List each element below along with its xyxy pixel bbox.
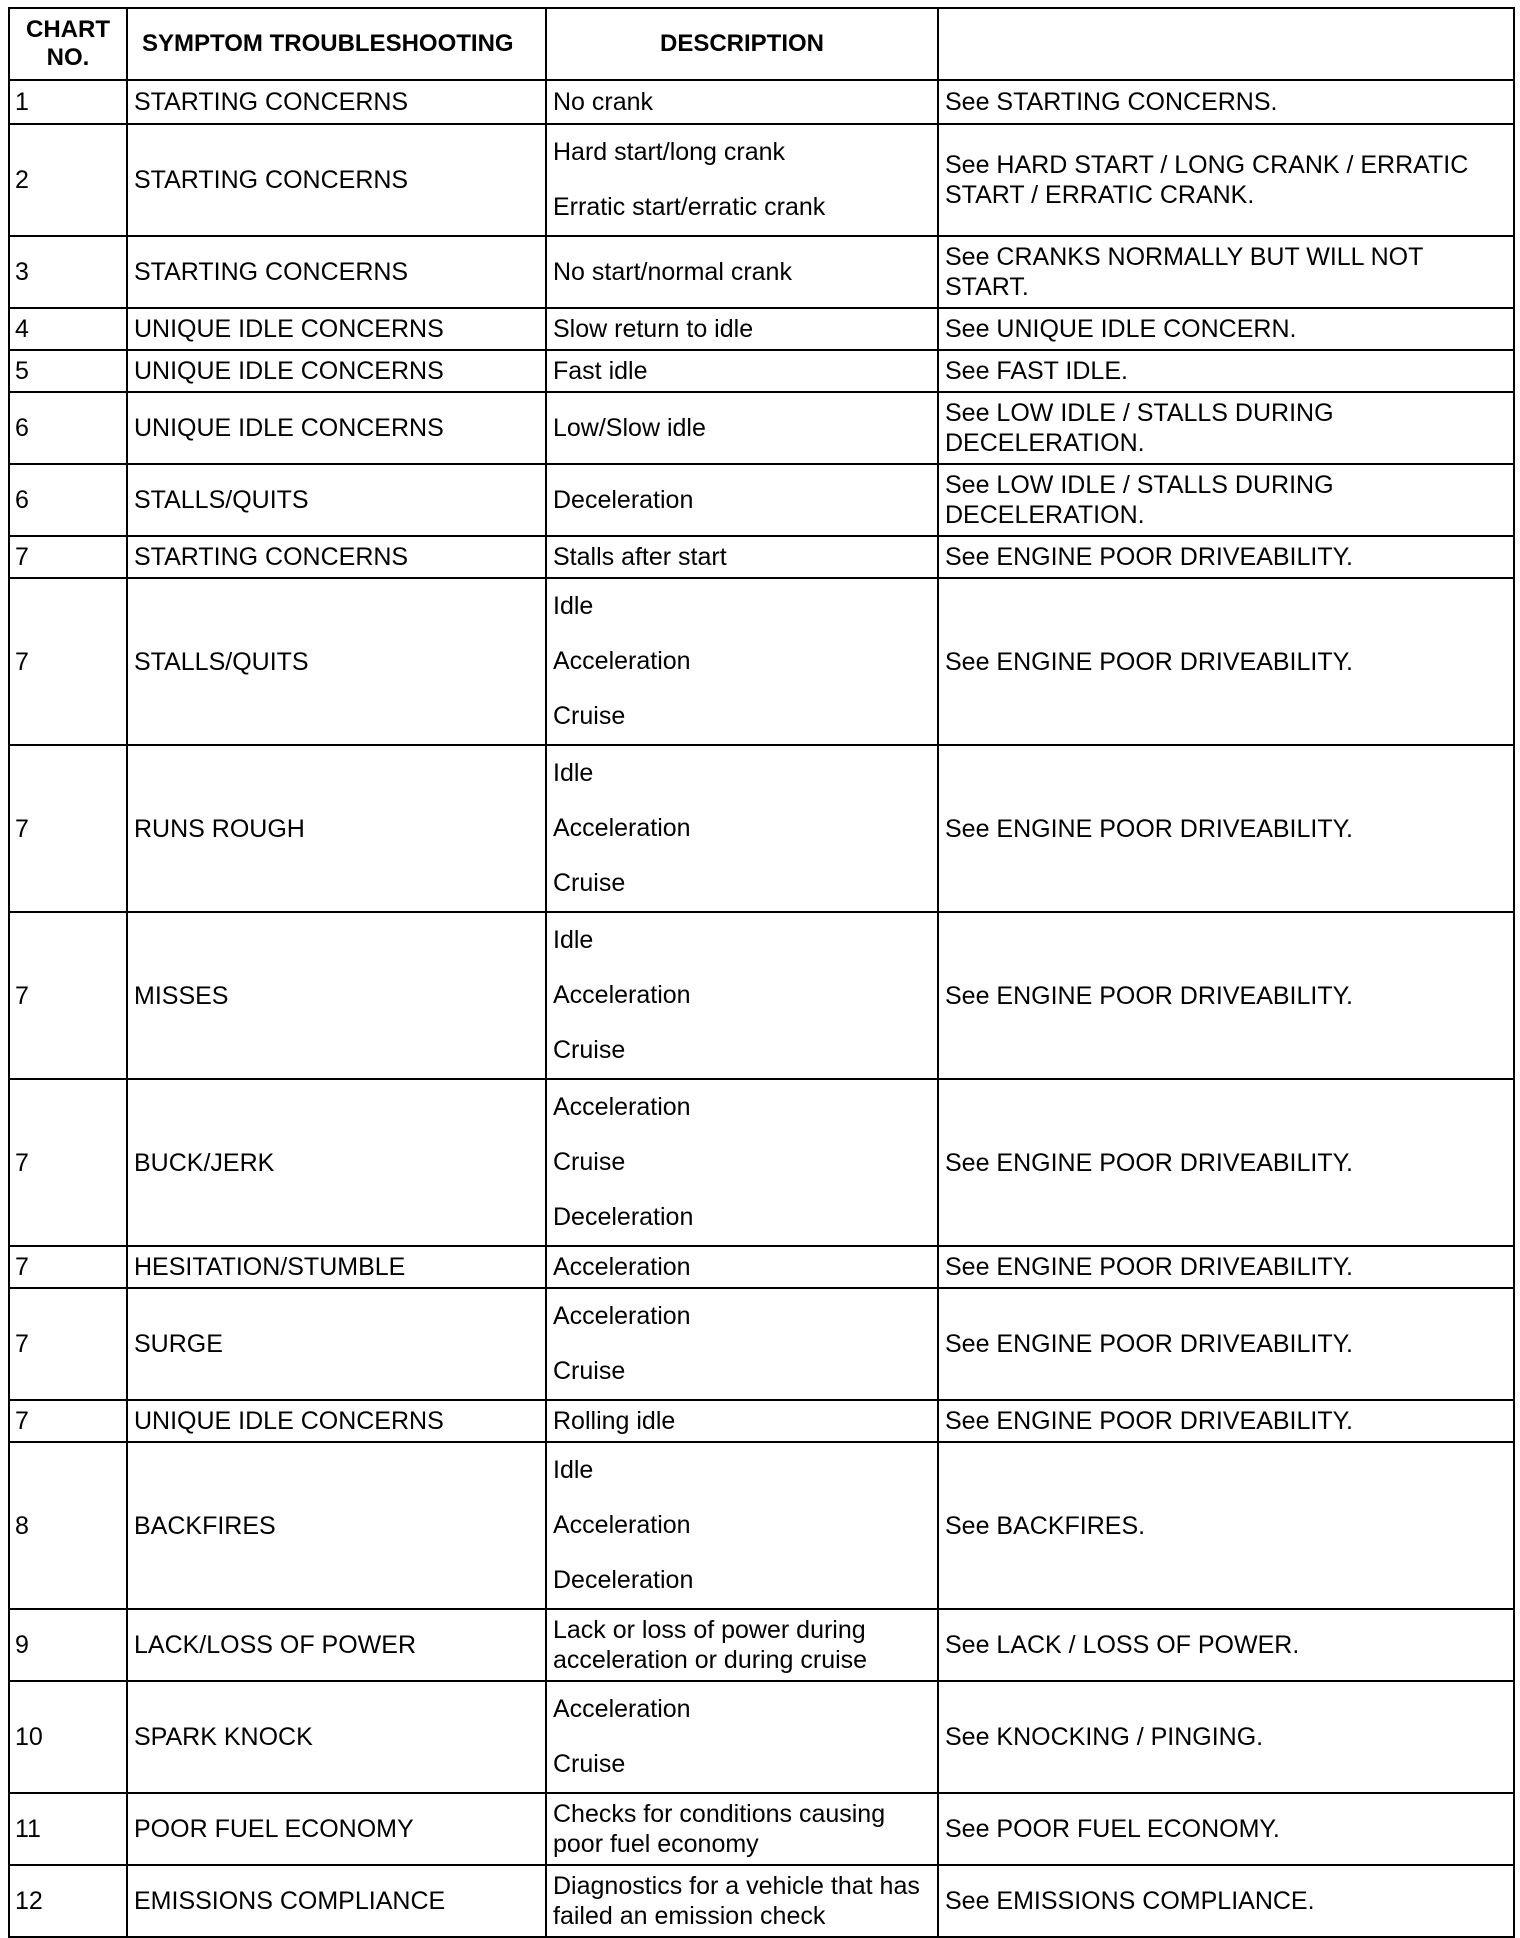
description-line: Cruise: [553, 1357, 626, 1385]
reference-cell: See LOW IDLE / STALLS DURING DECELERATION.: [938, 464, 1514, 536]
reference-cell: See ENGINE POOR DRIVEABILITY.: [938, 578, 1514, 745]
description-line: Idle: [553, 592, 594, 620]
description-line: Idle: [553, 1456, 594, 1484]
reference-cell: See ENGINE POOR DRIVEABILITY.: [938, 912, 1514, 1079]
chart-no-cell: 7: [9, 578, 127, 745]
chart-no-cell: 1: [9, 80, 127, 124]
table-row: [9, 1681, 1514, 1793]
symptom-chart-table: [8, 7, 1515, 1938]
chart-no-cell: 7: [9, 1400, 127, 1442]
table-row: [9, 578, 1514, 745]
description-line: Checks for conditions causing poor fuel economy: [553, 1800, 886, 1858]
table-row: [9, 392, 1514, 464]
reference-cell: See EMISSIONS COMPLIANCE.: [938, 1865, 1514, 1937]
description-line: Cruise: [553, 702, 626, 730]
table-row: [9, 745, 1514, 912]
table-row: [9, 464, 1514, 536]
chart-no-cell: 7: [9, 1079, 127, 1246]
description-cell: [546, 536, 938, 578]
table-row: [9, 350, 1514, 392]
symptom-cell: STARTING CONCERNS: [127, 124, 546, 236]
symptom-cell: STARTING CONCERNS: [127, 236, 546, 308]
table-row: [9, 912, 1514, 1079]
description-cell: [546, 1609, 938, 1681]
reference-cell: See LOW IDLE / STALLS DURING DECELERATION.: [938, 392, 1514, 464]
description-line: Rolling idle: [553, 1407, 676, 1435]
table-row: [9, 1079, 1514, 1246]
symptom-cell: EMISSIONS COMPLIANCE: [127, 1865, 546, 1937]
reference-cell: See ENGINE POOR DRIVEABILITY.: [938, 745, 1514, 912]
header-row: [9, 8, 1514, 80]
symptom-cell: UNIQUE IDLE CONCERNS: [127, 1400, 546, 1442]
description-cell: [546, 578, 938, 745]
symptom-cell: STALLS/QUITS: [127, 464, 546, 536]
header-reference: [938, 8, 1514, 80]
chart-no-cell: 12: [9, 1865, 127, 1937]
description-line: Deceleration: [553, 1566, 694, 1594]
description-line: No start/normal crank: [553, 258, 792, 286]
symptom-cell: STALLS/QUITS: [127, 578, 546, 745]
reference-cell: See KNOCKING / PINGING.: [938, 1681, 1514, 1793]
reference-cell: See UNIQUE IDLE CONCERN.: [938, 308, 1514, 350]
description-cell: [546, 745, 938, 912]
description-cell: [546, 464, 938, 536]
description-cell: [546, 1246, 938, 1288]
symptom-cell: SPARK KNOCK: [127, 1681, 546, 1793]
description-line: Acceleration: [553, 1253, 691, 1281]
description-line: Acceleration: [553, 647, 691, 675]
description-line: Diagnostics for a vehicle that has failed an emission check: [553, 1872, 920, 1930]
description-line: Fast idle: [553, 357, 648, 385]
header-chart-no: [9, 8, 127, 80]
chart-no-cell: 7: [9, 912, 127, 1079]
description-line: Cruise: [553, 1750, 626, 1778]
table-row: [9, 1288, 1514, 1400]
symptom-cell: UNIQUE IDLE CONCERNS: [127, 308, 546, 350]
description-line: Cruise: [553, 1148, 626, 1176]
symptom-cell: LACK/LOSS OF POWER: [127, 1609, 546, 1681]
header-chart-no-line1: CHART: [26, 16, 110, 43]
reference-cell: See ENGINE POOR DRIVEABILITY.: [938, 1288, 1514, 1400]
symptom-cell: BACKFIRES: [127, 1442, 546, 1609]
symptom-cell: POOR FUEL ECONOMY: [127, 1793, 546, 1865]
reference-cell: See STARTING CONCERNS.: [938, 80, 1514, 124]
description-line: Acceleration: [553, 1302, 691, 1330]
description-line: Idle: [553, 759, 594, 787]
description-cell: [546, 392, 938, 464]
description-cell: [546, 308, 938, 350]
description-cell: [546, 912, 938, 1079]
symptom-cell: RUNS ROUGH: [127, 745, 546, 912]
chart-no-cell: 2: [9, 124, 127, 236]
description-line: Acceleration: [553, 1695, 691, 1723]
header-symptom: SYMPTOM TROUBLESHOOTING: [127, 8, 546, 80]
table-row: [9, 536, 1514, 578]
reference-cell: See FAST IDLE.: [938, 350, 1514, 392]
table-row: [9, 236, 1514, 308]
description-line: Stalls after start: [553, 543, 727, 571]
chart-no-cell: 5: [9, 350, 127, 392]
symptom-cell: SURGE: [127, 1288, 546, 1400]
symptom-cell: STARTING CONCERNS: [127, 536, 546, 578]
reference-cell: See POOR FUEL ECONOMY.: [938, 1793, 1514, 1865]
reference-cell: See HARD START / LONG CRANK / ERRATIC START / ERRATIC CRANK.: [938, 124, 1514, 236]
description-line: Deceleration: [553, 486, 694, 514]
symptom-cell: BUCK/JERK: [127, 1079, 546, 1246]
table-row: [9, 308, 1514, 350]
description-line: Acceleration: [553, 1511, 691, 1539]
description-cell: [546, 1865, 938, 1937]
description-line: No crank: [553, 88, 654, 116]
chart-no-cell: 9: [9, 1609, 127, 1681]
description-line: Acceleration: [553, 981, 691, 1009]
table-row: [9, 1400, 1514, 1442]
description-cell: [546, 1442, 938, 1609]
description-line: Low/Slow idle: [553, 414, 706, 442]
symptom-cell: STARTING CONCERNS: [127, 80, 546, 124]
chart-no-cell: 6: [9, 464, 127, 536]
reference-cell: See CRANKS NORMALLY BUT WILL NOT START.: [938, 236, 1514, 308]
chart-no-cell: 7: [9, 1288, 127, 1400]
description-line: Acceleration: [553, 1093, 691, 1121]
chart-no-cell: 10: [9, 1681, 127, 1793]
description-cell: [546, 1400, 938, 1442]
reference-cell: See ENGINE POOR DRIVEABILITY.: [938, 1079, 1514, 1246]
description-line: Cruise: [553, 1036, 626, 1064]
description-line: Slow return to idle: [553, 315, 754, 343]
chart-no-cell: 7: [9, 745, 127, 912]
table-row: [9, 124, 1514, 236]
table-row: [9, 1865, 1514, 1937]
reference-cell: See ENGINE POOR DRIVEABILITY.: [938, 1246, 1514, 1288]
description-cell: [546, 1793, 938, 1865]
description-cell: [546, 124, 938, 236]
reference-cell: See LACK / LOSS OF POWER.: [938, 1609, 1514, 1681]
table-row: [9, 1246, 1514, 1288]
chart-no-cell: 7: [9, 536, 127, 578]
chart-no-cell: 3: [9, 236, 127, 308]
table-row: [9, 1442, 1514, 1609]
description-cell: [546, 80, 938, 124]
header-description: DESCRIPTION: [546, 8, 938, 80]
symptom-cell: UNIQUE IDLE CONCERNS: [127, 392, 546, 464]
description-line: Erratic start/erratic crank: [553, 193, 826, 221]
description-cell: [546, 236, 938, 308]
description-line: Lack or loss of power during acceleration or during cruise: [553, 1616, 868, 1674]
reference-cell: See ENGINE POOR DRIVEABILITY.: [938, 1400, 1514, 1442]
symptom-cell: HESITATION/STUMBLE: [127, 1246, 546, 1288]
table-body: [9, 80, 1514, 1937]
description-line: Idle: [553, 926, 594, 954]
symptom-cell: UNIQUE IDLE CONCERNS: [127, 350, 546, 392]
description-cell: [546, 350, 938, 392]
description-line: Cruise: [553, 869, 626, 897]
description-line: Deceleration: [553, 1203, 694, 1231]
chart-no-cell: 6: [9, 392, 127, 464]
chart-no-cell: 4: [9, 308, 127, 350]
description-line: Hard start/long crank: [553, 138, 786, 166]
table-row: [9, 1793, 1514, 1865]
table-row: [9, 1609, 1514, 1681]
symptom-cell: MISSES: [127, 912, 546, 1079]
description-cell: [546, 1079, 938, 1246]
description-cell: [546, 1681, 938, 1793]
description-cell: [546, 1288, 938, 1400]
header-chart-no-line2: NO.: [46, 44, 90, 71]
table-row: [9, 80, 1514, 124]
reference-cell: See BACKFIRES.: [938, 1442, 1514, 1609]
chart-no-cell: 11: [9, 1793, 127, 1865]
description-line: Acceleration: [553, 814, 691, 842]
reference-cell: See ENGINE POOR DRIVEABILITY.: [938, 536, 1514, 578]
chart-no-cell: 7: [9, 1246, 127, 1288]
chart-no-cell: 8: [9, 1442, 127, 1609]
